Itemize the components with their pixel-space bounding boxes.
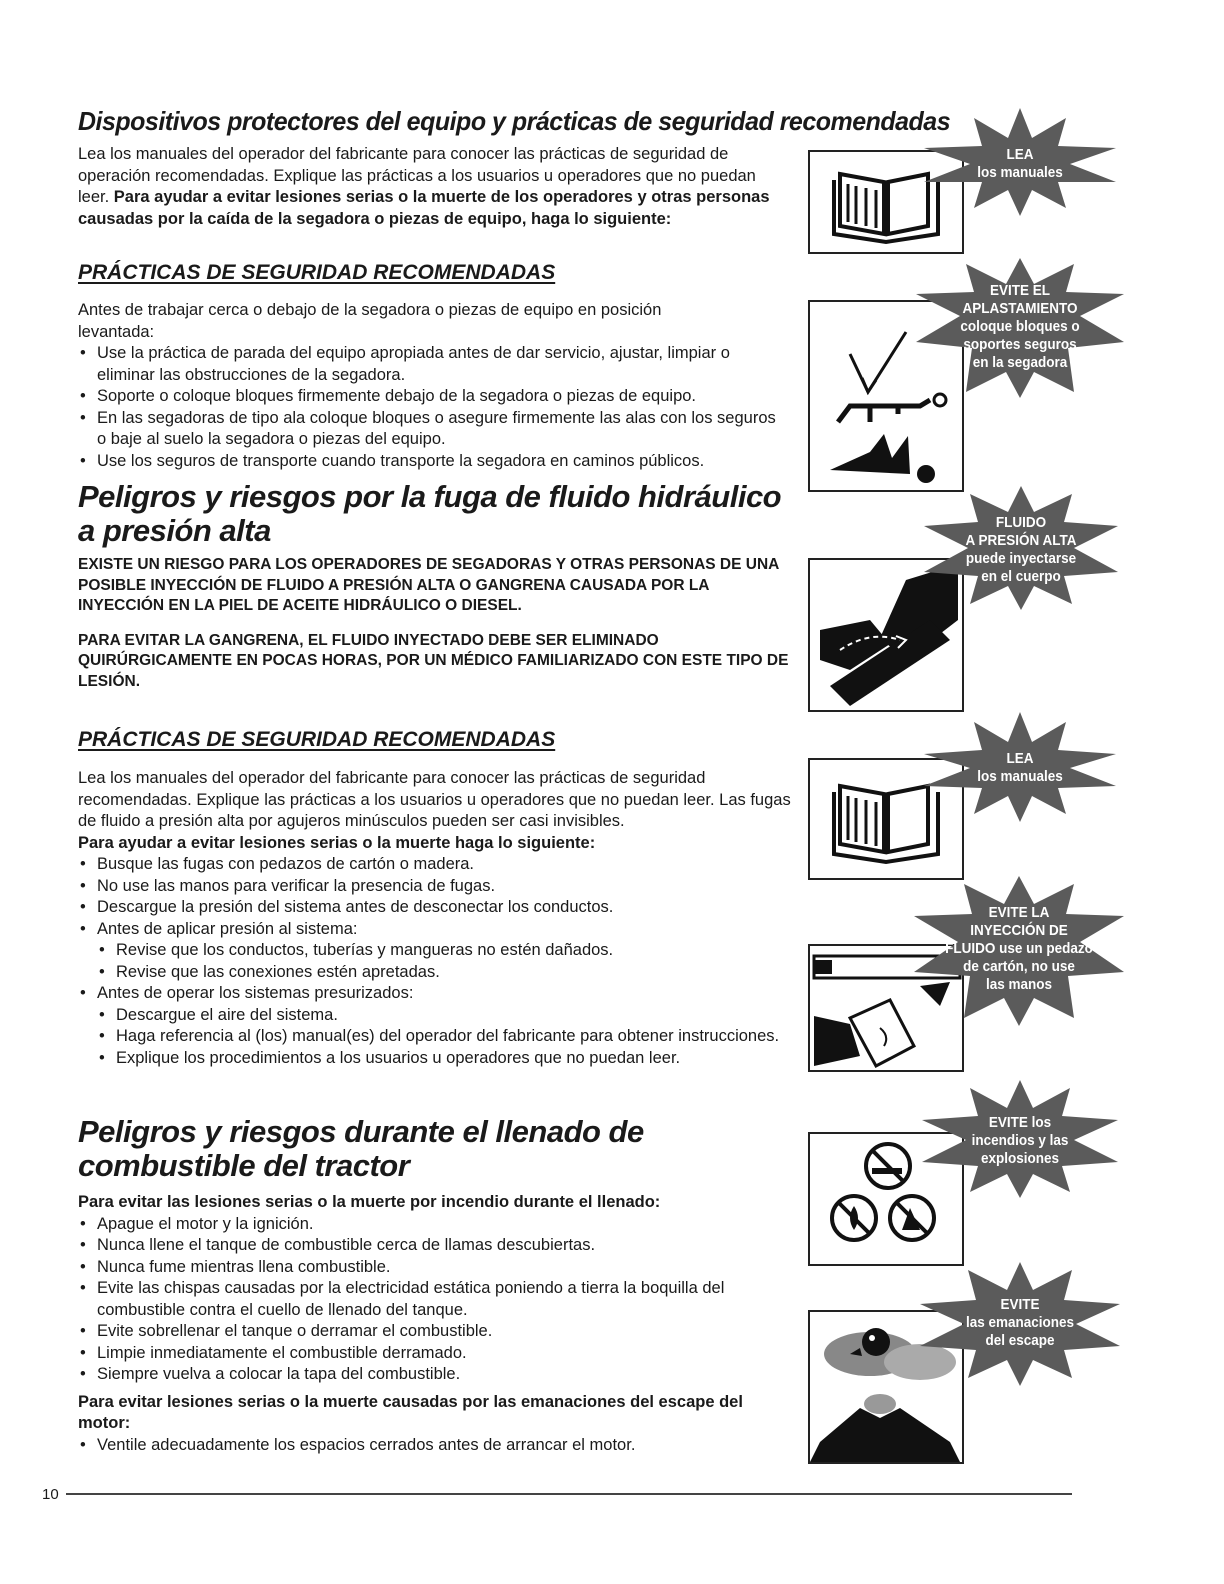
fuel-heading bbox=[78, 1115, 644, 1183]
burst-text: EVITE LA INYECCIÓN DE FLUIDO use un pedazo de cartón, no use las manos bbox=[945, 904, 1093, 993]
list-item: • Use la práctica de parada del equipo apropiada antes de dar servicio, ajustar, limpiar o eliminar las obstrucciones de la segadora. bbox=[78, 343, 783, 386]
list-item: • Use los seguros de transporte cuando transporte la segadora en caminos públicos. bbox=[78, 451, 783, 473]
warning-burst-injection bbox=[912, 876, 1126, 1026]
hydraulic-heading bbox=[78, 480, 781, 548]
list-item: • Nunca llene el tanque de combustible cerca de llamas descubiertas. bbox=[78, 1235, 788, 1257]
intro-paragraph bbox=[78, 144, 788, 230]
fuel-list bbox=[78, 1214, 788, 1386]
sub-list-item: • Descargue el aire del sistema. bbox=[97, 1005, 798, 1027]
list-item: • No use las manos para verificar la presencia de fugas. bbox=[78, 876, 798, 898]
hydraulic-heading-line1: Peligros y riesgos por la fuga de fluido hidráulico bbox=[78, 479, 782, 514]
list-item: • Siempre vuelva a colocar la tapa del combustible. bbox=[78, 1364, 788, 1386]
list-item: • Nunca fume mientras llena combustible. bbox=[78, 1257, 788, 1279]
sub-list-item: • Revise que las conexiones estén apretadas. bbox=[97, 962, 798, 984]
burst-text: FLUIDO A PRESIÓN ALTA puede inyectarse en el cuerpo bbox=[965, 514, 1077, 585]
list-item: • Descargue la presión del sistema antes de desconectar los conductos. bbox=[78, 897, 798, 919]
section1-lead: Antes de trabajar cerca o debajo de la segadora o piezas de equipo en posición levantada: bbox=[78, 301, 662, 341]
list-item: • Soporte o coloque bloques firmemente debajo de la segadora o piezas de equipo. bbox=[78, 386, 783, 408]
footer-rule bbox=[66, 1493, 1072, 1495]
list-item: • Apague el motor y la ignición. bbox=[78, 1214, 788, 1236]
exhaust-list bbox=[78, 1435, 788, 1457]
burst-text: LEA los manuales bbox=[977, 750, 1063, 785]
list-item: • Evite sobrellenar el tanque o derramar el combustible. bbox=[78, 1321, 788, 1343]
section2-bold: Para ayudar a evitar lesiones serias o la muerte haga lo siguiente: bbox=[78, 833, 596, 852]
list-item: • Ventile adecuadamente los espacios cerrados antes de arrancar el motor. bbox=[78, 1435, 788, 1457]
section2-intro: Lea los manuales del operador del fabricante para conocer las prácticas de seguridad recomendadas. Explique las prácticas a los usuarios u operadores que no puedan leer. Las fugas de fluido a presión alta por agujeros minúsculos pueden ser casi invisibles. bbox=[78, 769, 791, 830]
warning-burst-exhaust bbox=[918, 1262, 1122, 1386]
hydraulic-warnings bbox=[78, 555, 793, 692]
sub-list-item: • Haga referencia al (los) manual(es) del operador del fabricante para obtener instrucciones. bbox=[97, 1026, 798, 1048]
list-item-text: Antes de aplicar presión al sistema: bbox=[97, 919, 358, 938]
page-title: Dispositivos protectores del equipo y prácticas de seguridad recomendadas bbox=[78, 106, 951, 136]
section2-list bbox=[78, 854, 798, 1069]
burst-text: EVITE los incendios y las explosiones bbox=[971, 1114, 1069, 1167]
list-item: • Busque las fugas con pedazos de cartón o madera. bbox=[78, 854, 798, 876]
section1-heading: PRÁCTICAS DE SEGURIDAD RECOMENDADAS bbox=[78, 261, 556, 284]
section2-body bbox=[78, 768, 798, 1069]
section1-body bbox=[78, 300, 783, 472]
warning-burst-fire bbox=[920, 1080, 1120, 1198]
warning-burst-crush bbox=[914, 258, 1126, 398]
hydraulic-warning-2: PARA EVITAR LA GANGRENA, EL FLUIDO INYECTADO DEBE SER ELIMINADO QUIRÚRGICAMENTE EN POCAS HORAS, POR UN MÉDICO FAMILIARIZADO CON ESTE TIPO DE LESIÓN. bbox=[78, 631, 789, 690]
fuel-bold-1: Para evitar las lesiones serias o la muerte por incendio durante el llenado: bbox=[78, 1193, 661, 1211]
fuel-bold-2: Para evitar lesiones serias o la muerte causadas por las emanaciones del escape del motor: bbox=[78, 1392, 743, 1432]
warning-burst-fluid bbox=[922, 486, 1120, 610]
burst-text: EVITE las emanaciones del escape bbox=[965, 1296, 1075, 1349]
sub-list-item: • Explique los procedimientos a los usuarios u operadores que no puedan leer. bbox=[97, 1048, 798, 1070]
warning-burst-read-manuals bbox=[920, 108, 1120, 216]
hydraulic-warning-1: EXISTE UN RIESGO PARA LOS OPERADORES DE SEGADORAS Y OTRAS PERSONAS DE UNA POSIBLE INYECCIÓN DE FLUIDO A PRESIÓN ALTA O GANGRENA CAUSADA POR LA INYECCIÓN EN LA PIEL DE ACEITE HIDRÁULICO O DIESEL. bbox=[78, 556, 779, 614]
list-item-text: Antes de operar los sistemas presurizados: bbox=[97, 984, 414, 1002]
fuel-body bbox=[78, 1192, 788, 1456]
list-item bbox=[78, 919, 798, 984]
fuel-heading-line2: combustible del tractor bbox=[78, 1148, 410, 1183]
section1-list bbox=[78, 343, 783, 472]
warning-burst-read-manuals-2 bbox=[922, 712, 1118, 822]
sub-list-item: • Revise que los conductos, tuberías y mangueras no estén dañados. bbox=[97, 940, 798, 962]
hydraulic-heading-line2: a presión alta bbox=[78, 513, 271, 548]
intro-bold: Para ayudar a evitar lesiones serias o la muerte de los operadores y otras personas causadas por la caída de la segadora o piezas de equipo, haga lo siguiente: bbox=[78, 188, 770, 228]
fuel-heading-line1: Peligros y riesgos durante el llenado de bbox=[78, 1114, 644, 1149]
list-item: • Limpie inmediatamente el combustible derramado. bbox=[78, 1343, 788, 1365]
section2-heading: PRÁCTICAS DE SEGURIDAD RECOMENDADAS bbox=[78, 728, 556, 751]
list-item bbox=[78, 983, 798, 1069]
list-item: • En las segadoras de tipo ala coloque bloques o asegure firmemente las alas con los seguros o baje al suelo la segadora o piezas del equipo. bbox=[78, 408, 783, 451]
list-item: • Evite las chispas causadas por la electricidad estática poniendo a tierra la boquilla del combustible contra el cuello de llenado del tanque. bbox=[78, 1278, 788, 1321]
burst-text: LEA los manuales bbox=[977, 146, 1063, 181]
page-number: 10 bbox=[42, 1486, 59, 1503]
intro-text: Lea los manuales del operador del fabricante para conocer las prácticas de seguridad de operación recomendadas. Explique las prácticas a los usuarios u operadores que no puedan leer. bbox=[78, 145, 756, 206]
burst-text: EVITE EL APLASTAMIENTO coloque bloques o soportes seguros en la segadora bbox=[960, 282, 1080, 371]
